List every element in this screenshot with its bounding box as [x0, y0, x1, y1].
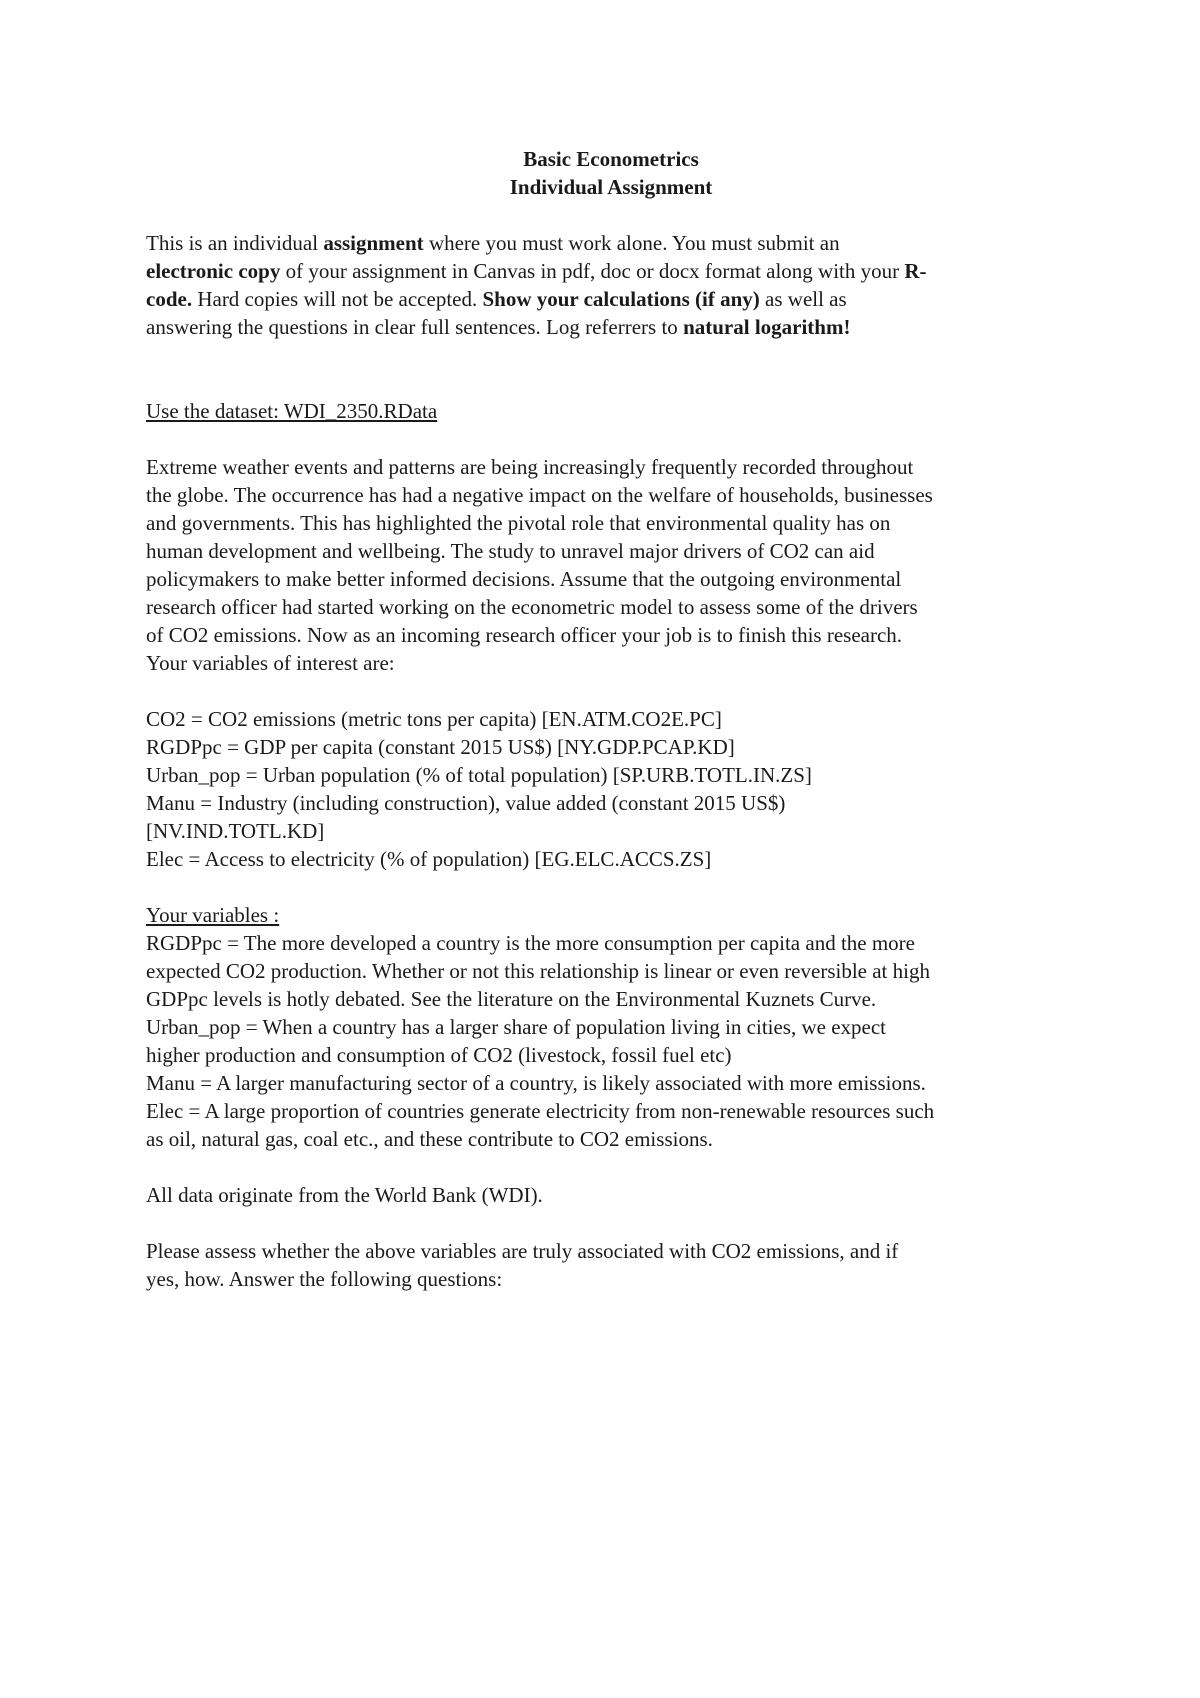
document-subtitle: Individual Assignment	[509, 175, 713, 199]
dataset-link: Use the dataset: WDI_2350.RData	[146, 399, 438, 423]
closing-line: yes, how. Answer the following questions:	[146, 1267, 503, 1291]
document-page	[146, 145, 1076, 1293]
intro-bold-r: R-	[904, 259, 927, 283]
explanation-line: higher production and consumption of CO2 (livestock, fossil fuel etc)	[146, 1043, 732, 1067]
intro-bold-electronic-copy: electronic copy	[146, 259, 281, 283]
background-line: human development and wellbeing. The study to unravel major drivers of CO2 can aid	[146, 539, 875, 563]
closing-paragraph	[146, 1237, 1076, 1293]
intro-bold-natural-log: natural logarithm!	[683, 315, 851, 339]
intro-text-2: where you must work alone. You must submit an	[423, 231, 840, 255]
definition-manu-code: [NV.IND.TOTL.KD]	[146, 819, 325, 843]
explanation-line: GDPpc levels is hotly debated. See the literature on the Environmental Kuznets Curve.	[146, 987, 877, 1011]
definition-elec: Elec = Access to electricity (% of population) [EG.ELC.ACCS.ZS]	[146, 847, 712, 871]
explanation-line: RGDPpc = The more developed a country is the more consumption per capita and the more	[146, 931, 915, 955]
background-line: and governments. This has highlighted the pivotal role that environmental quality has on	[146, 511, 891, 535]
dataset-line	[146, 397, 1076, 425]
intro-text-3: of your assignment in Canvas in pdf, doc or docx format along with your	[280, 259, 905, 283]
definitions-list	[146, 705, 1076, 873]
explanation-line: as oil, natural gas, coal etc., and these contribute to CO2 emissions.	[146, 1127, 713, 1151]
intro-paragraph	[146, 229, 1076, 341]
explanations-list	[146, 929, 1076, 1153]
intro-text-5: as well as	[759, 287, 847, 311]
background-line: the globe. The occurrence has had a negative impact on the welfare of households, businesses	[146, 483, 933, 507]
intro-bold-assignment: assignment	[323, 231, 424, 255]
definition-manu: Manu = Industry (including construction), value added (constant 2015 US$)	[146, 791, 786, 815]
explanation-line: expected CO2 production. Whether or not this relationship is linear or even reversible at high	[146, 959, 930, 983]
background-line: research officer had started working on the econometric model to assess some of the drivers	[146, 595, 918, 619]
explanation-line: Urban_pop = When a country has a larger share of population living in cities, we expect	[146, 1015, 887, 1039]
background-line: Your variables of interest are:	[146, 651, 395, 675]
source-note: All data originate from the World Bank (WDI).	[146, 1183, 543, 1207]
definition-rgdppc: RGDPpc = GDP per capita (constant 2015 US$) [NY.GDP.PCAP.KD]	[146, 735, 735, 759]
explanation-line: Manu = A larger manufacturing sector of a country, is likely associated with more emissions.	[146, 1071, 926, 1095]
your-variables-heading	[146, 901, 1076, 929]
intro-bold-calculations: Show your calculations (if any)	[482, 287, 760, 311]
intro-text-1: This is an individual	[146, 231, 324, 255]
intro-bold-code: code.	[146, 287, 193, 311]
intro-text-6: answering the questions in clear full sentences. Log referrers to	[146, 315, 684, 339]
closing-line: Please assess whether the above variables are truly associated with CO2 emissions, and if	[146, 1239, 899, 1263]
background-line: Extreme weather events and patterns are being increasingly frequently recorded throughout	[146, 455, 914, 479]
your-variables-heading-text: Your variables :	[146, 903, 280, 927]
definition-urban-pop: Urban_pop = Urban population (% of total population) [SP.URB.TOTL.IN.ZS]	[146, 763, 812, 787]
background-paragraph	[146, 453, 1076, 677]
explanation-line: Elec = A large proportion of countries generate electricity from non-renewable resources such	[146, 1099, 935, 1123]
definition-co2: CO2 = CO2 emissions (metric tons per capita) [EN.ATM.CO2E.PC]	[146, 707, 722, 731]
background-line: of CO2 emissions. Now as an incoming research officer your job is to finish this research.	[146, 623, 903, 647]
background-line: policymakers to make better informed decisions. Assume that the outgoing environmental	[146, 567, 902, 591]
document-title: Basic Econometrics	[523, 147, 699, 171]
intro-text-4: Hard copies will not be accepted.	[192, 287, 483, 311]
